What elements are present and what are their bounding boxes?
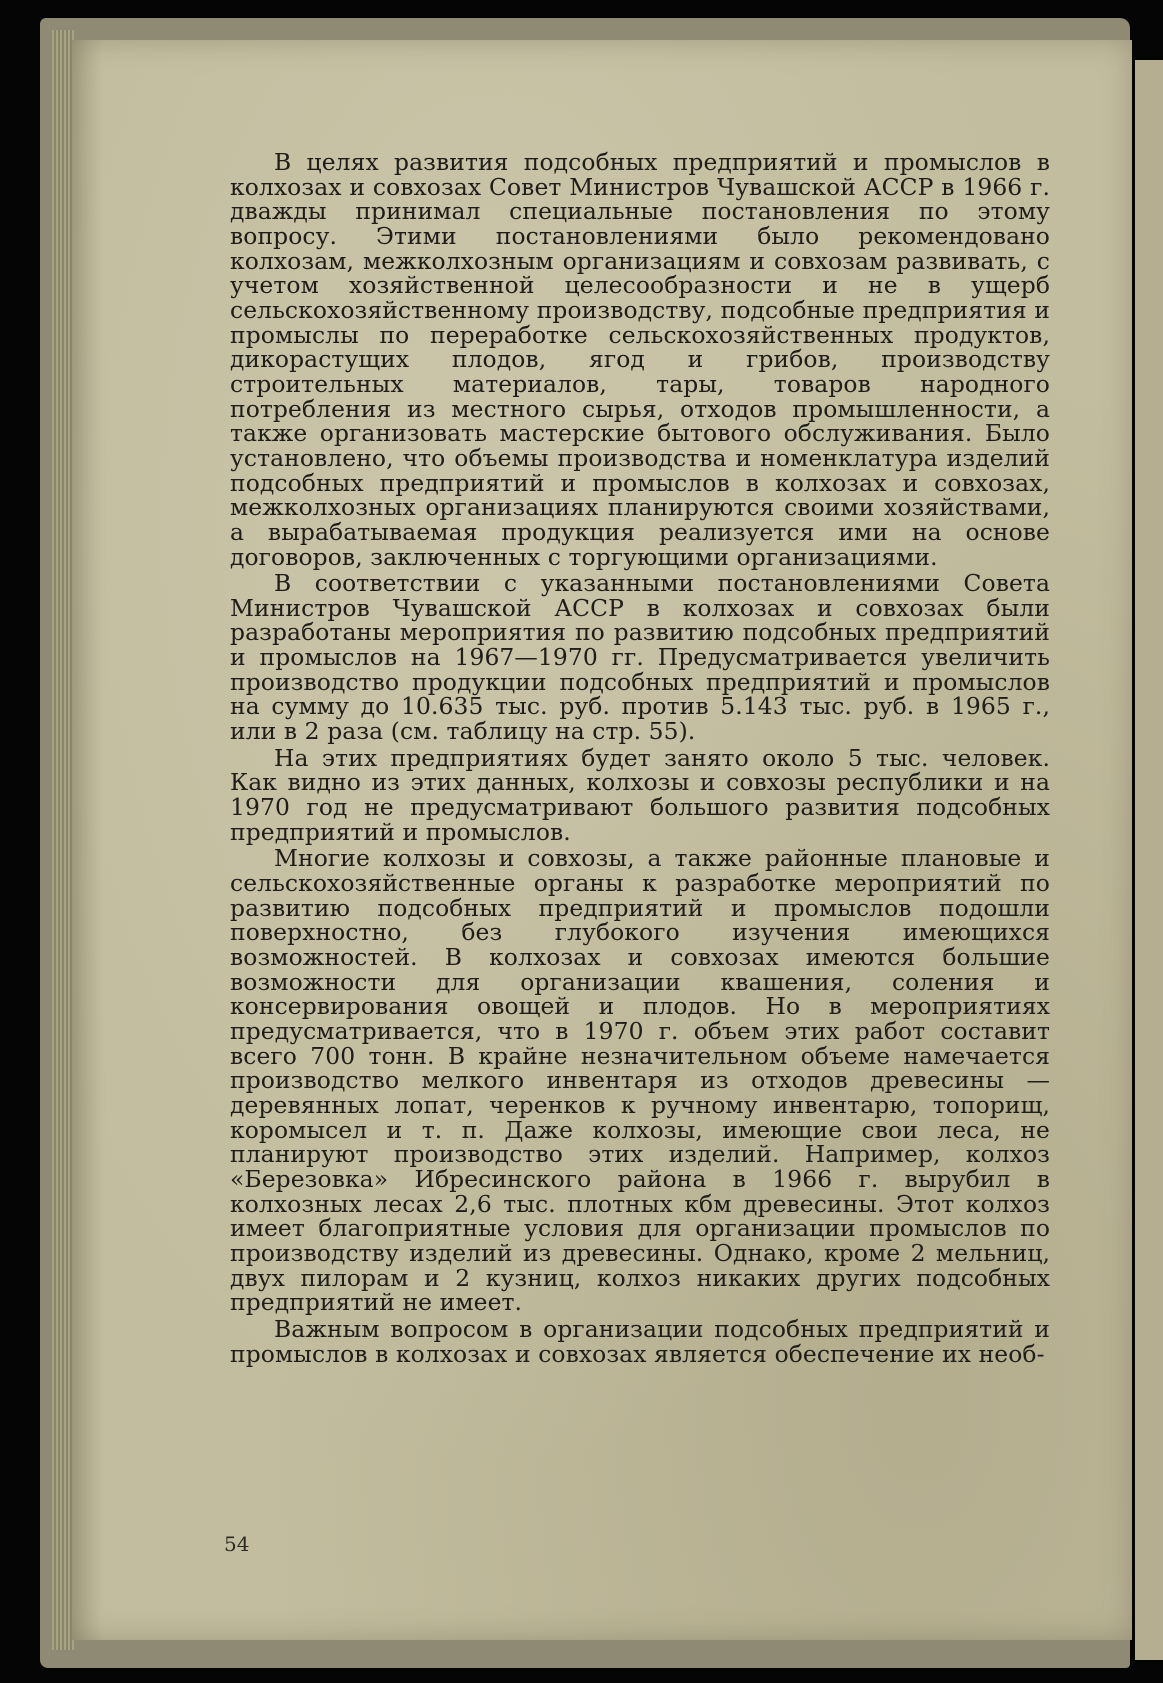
facing-page-edge: [1135, 60, 1163, 1660]
page-number: 54: [224, 1532, 250, 1556]
paragraph-2: В соответствии с указанными постановлениями Совета Министров Чувашской АССР в колхозах и совхозах были разработаны мероприятия по развитию подсобных предприятий и промыслов на 1967—1970 гг. Предусматривается увеличить производство продукции подсобных предприятий и промыслов на сумму до 10.635 тыс. руб. против 5.143 тыс. руб. в 1965 г., или в 2 раза (см. таблицу на стр. 55).: [230, 569, 1050, 746]
paragraph-3: На этих предприятиях будет занято около 5 тыс. человек. Как видно из этих данных, колхозы и совхозы республики и на 1970 год не предусматривают большого развития подсобных предприятий и промыслов.: [230, 743, 1050, 846]
paragraph-1: В целях развития подсобных предприятий и промыслов в колхозах и совхозах Совет Министров Чувашской АССР в 1966 г. дважды принимал специальные постановления по этому вопросу. Этими постановлениями было рекомендовано колхозам, межколхозным организациям и совхозам развивать, с учетом хозяйственной целесообразности и не в ущерб сельскохозяйственному производству, подсобные предприятия и промыслы по переработке сельскохозяйственных продуктов, дикорастущих плодов, ягод и грибов, производству строительных материалов, тары, товаров народного потребления из местного сырья, отходов промышленности, а также организовать мастерские бытового обслуживания. Было установлено, что объемы производства и номенклатура изделий подсобных предприятий и промыслов в колхозах и совхозах, межколхозных организациях планируются своими хозяйствами, а вырабатываемая продукция реализуется ими на основе договоров, заключенных с торгующими организациями.: [230, 148, 1050, 571]
body-text: [230, 150, 1050, 1366]
paragraph-4: Многие колхозы и совхозы, а также районные плановые и сельскохозяйственные органы к разработке мероприятий по развитию подсобных предприятий и промыслов подошли поверхностно, без глубокого изучения имеющихся возможностей. В колхозах и совхозах имеются большие возможности для организации квашения, соления и консервирования овощей и плодов. Но в мероприятиях предусматривается, что в 1970 г. объем этих работ составит всего 700 тонн. В крайне незначительном объеме намечается производство мелкого инвентаря из отходов древесины — деревянных лопат, черенков к ручному инвентарю, топорищ, коромысел и т. п. Даже колхозы, имеющие свои леса, не планируют производство этих изделий. Например, колхоз «Березовка» Ибресинского района в 1966 г. вырубил в колхозных лесах 2,6 тыс. плотных кбм древесины. Этот колхоз имеет благоприятные условия для организации промыслов по производству изделий из древесины. Однако, кроме 2 мельниц, двух пилорам и 2 кузниц, колхоз никаких других подсобных предприятий не имеет.: [230, 844, 1050, 1317]
paragraph-5: Важным вопросом в организации подсобных предприятий и промыслов в колхозах и совхозах является обеспечение их необ-: [230, 1314, 1050, 1368]
page-stack-edge: [52, 30, 74, 1650]
